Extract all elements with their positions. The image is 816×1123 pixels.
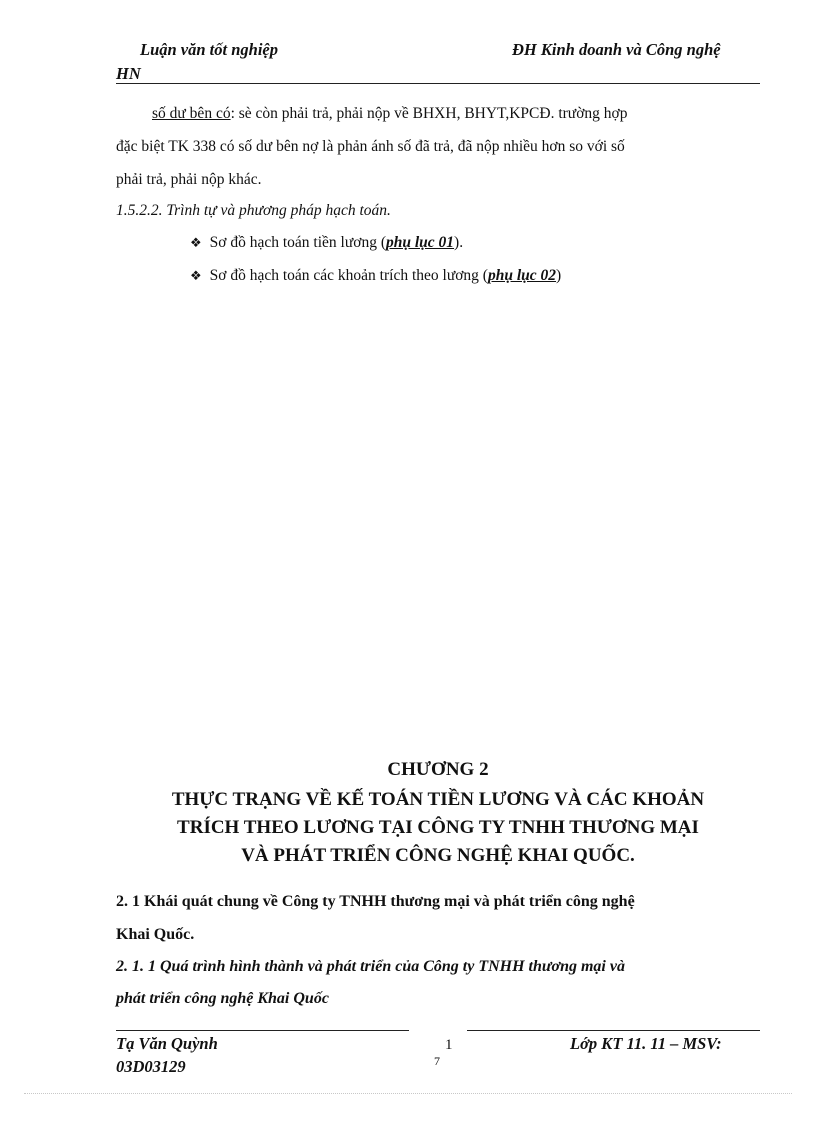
appendix-link[interactable]: phụ lục 02 xyxy=(487,267,557,284)
chapter-title-line: TRÍCH THEO LƯƠNG TẠI CÔNG TY TNHH THƯƠNG MẠI xyxy=(177,817,699,838)
chapter-title-line: VÀ PHÁT TRIỂN CÔNG NGHỆ KHAI QUỐC. xyxy=(241,845,635,866)
underlined-term: số dư bên có xyxy=(152,105,231,122)
diamond-bullet-icon: ❖ xyxy=(190,235,202,250)
paragraph-line-1: số dư bên có: sè còn phải trả, phải nộp về BHXH, BHYT,KPCĐ. trường hợp xyxy=(152,105,628,122)
subsection-heading-cont: phát triển công nghệ Khai Quốc xyxy=(116,990,329,1007)
footer-student-id: 03D03129 xyxy=(116,1057,186,1076)
subheading: 1.5.2.2. Trình tự và phương pháp hạch toán. xyxy=(116,202,391,219)
paragraph-line-3: phải trả, phải nộp khác. xyxy=(116,171,262,188)
page-edge-dotted-line xyxy=(24,1093,792,1094)
list-item: ❖ Sơ đồ hạch toán tiền lương (phụ lục 01). xyxy=(190,234,464,251)
section-heading: 2. 1 Khái quát chung về Công ty TNHH thương mại và phát triển công nghệ xyxy=(116,893,635,910)
chapter-number: CHƯƠNG 2 xyxy=(387,759,489,780)
diamond-bullet-icon: ❖ xyxy=(190,268,202,283)
footer-rule-right xyxy=(467,1030,760,1031)
subsection-heading: 2. 1. 1 Quá trình hình thành và phát triển của Công ty TNHH thương mại và xyxy=(116,958,625,975)
section-heading-cont: Khai Quốc. xyxy=(116,926,195,943)
footer-author: Tạ Văn Quỳnh xyxy=(116,1034,218,1053)
list-item: ❖ Sơ đồ hạch toán các khoản trích theo lương (phụ lục 02) xyxy=(190,267,562,284)
header-rule xyxy=(116,83,760,84)
footer-class: Lớp KT 11. 11 – MSV: xyxy=(570,1034,722,1053)
header-title-left-cont: HN xyxy=(116,64,141,83)
header-title-left: Luận văn tốt nghiệp xyxy=(140,40,278,59)
header-title-right: ĐH Kinh doanh và Công nghệ xyxy=(512,40,721,59)
paragraph-line-2: đặc biệt TK 338 có số dư bên nợ là phản ánh số đã trả, đã nộp nhiều hơn so với số xyxy=(116,138,625,155)
page-number-sub: 7 xyxy=(434,1054,440,1068)
appendix-link[interactable]: phụ lục 01 xyxy=(385,234,455,251)
footer-rule-left xyxy=(116,1030,409,1031)
chapter-title-line: THỰC TRẠNG VỀ KẾ TOÁN TIỀN LƯƠNG VÀ CÁC KHOẢN xyxy=(171,789,705,810)
page-number: 1 xyxy=(445,1037,453,1053)
